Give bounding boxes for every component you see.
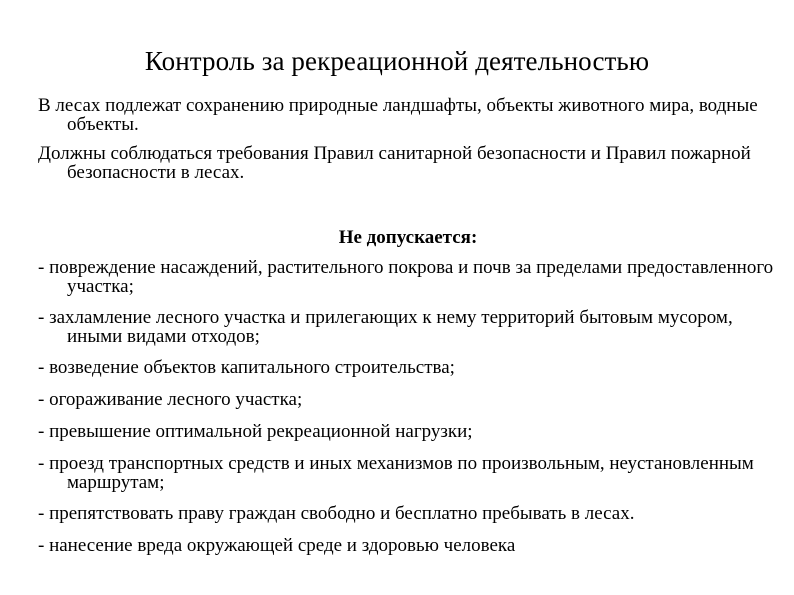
- prohibited-heading: Не допускается:: [338, 227, 478, 248]
- intro-paragraph: Должны соблюдаться требования Правил санитарной безопасности и Правил пожарной безопасности в лесах.: [38, 143, 751, 183]
- list-item: - огораживание лесного участка;: [38, 389, 303, 410]
- prohibited-list: [38, 258, 778, 555]
- list-item: - повреждение насаждений, растительного покрова и почв за пределами предоставленного участка;: [38, 257, 774, 297]
- list-item: - нанесение вреда окружающей среде и здоровью человека: [38, 535, 516, 556]
- slide-title: Контроль за рекреационной деятельностью: [144, 46, 650, 76]
- intro-paragraph: В лесах подлежат сохранению природные ландшафты, объекты животного мира, водные объекты.: [38, 95, 758, 135]
- list-item: - превышение оптимальной рекреационной нагрузки;: [38, 421, 473, 442]
- list-item: - препятствовать праву граждан свободно и бесплатно пребывать в лесах.: [38, 503, 635, 524]
- list-item: - проезд транспортных средств и иных механизмов по произвольным, неустановленным маршрутам;: [38, 453, 754, 493]
- list-item: - возведение объектов капитального строительства;: [38, 357, 455, 378]
- list-item: - захламление лесного участка и прилегающих к нему территорий бытовым мусором, иными видами отходов;: [38, 307, 733, 347]
- slide-content: [38, 96, 778, 568]
